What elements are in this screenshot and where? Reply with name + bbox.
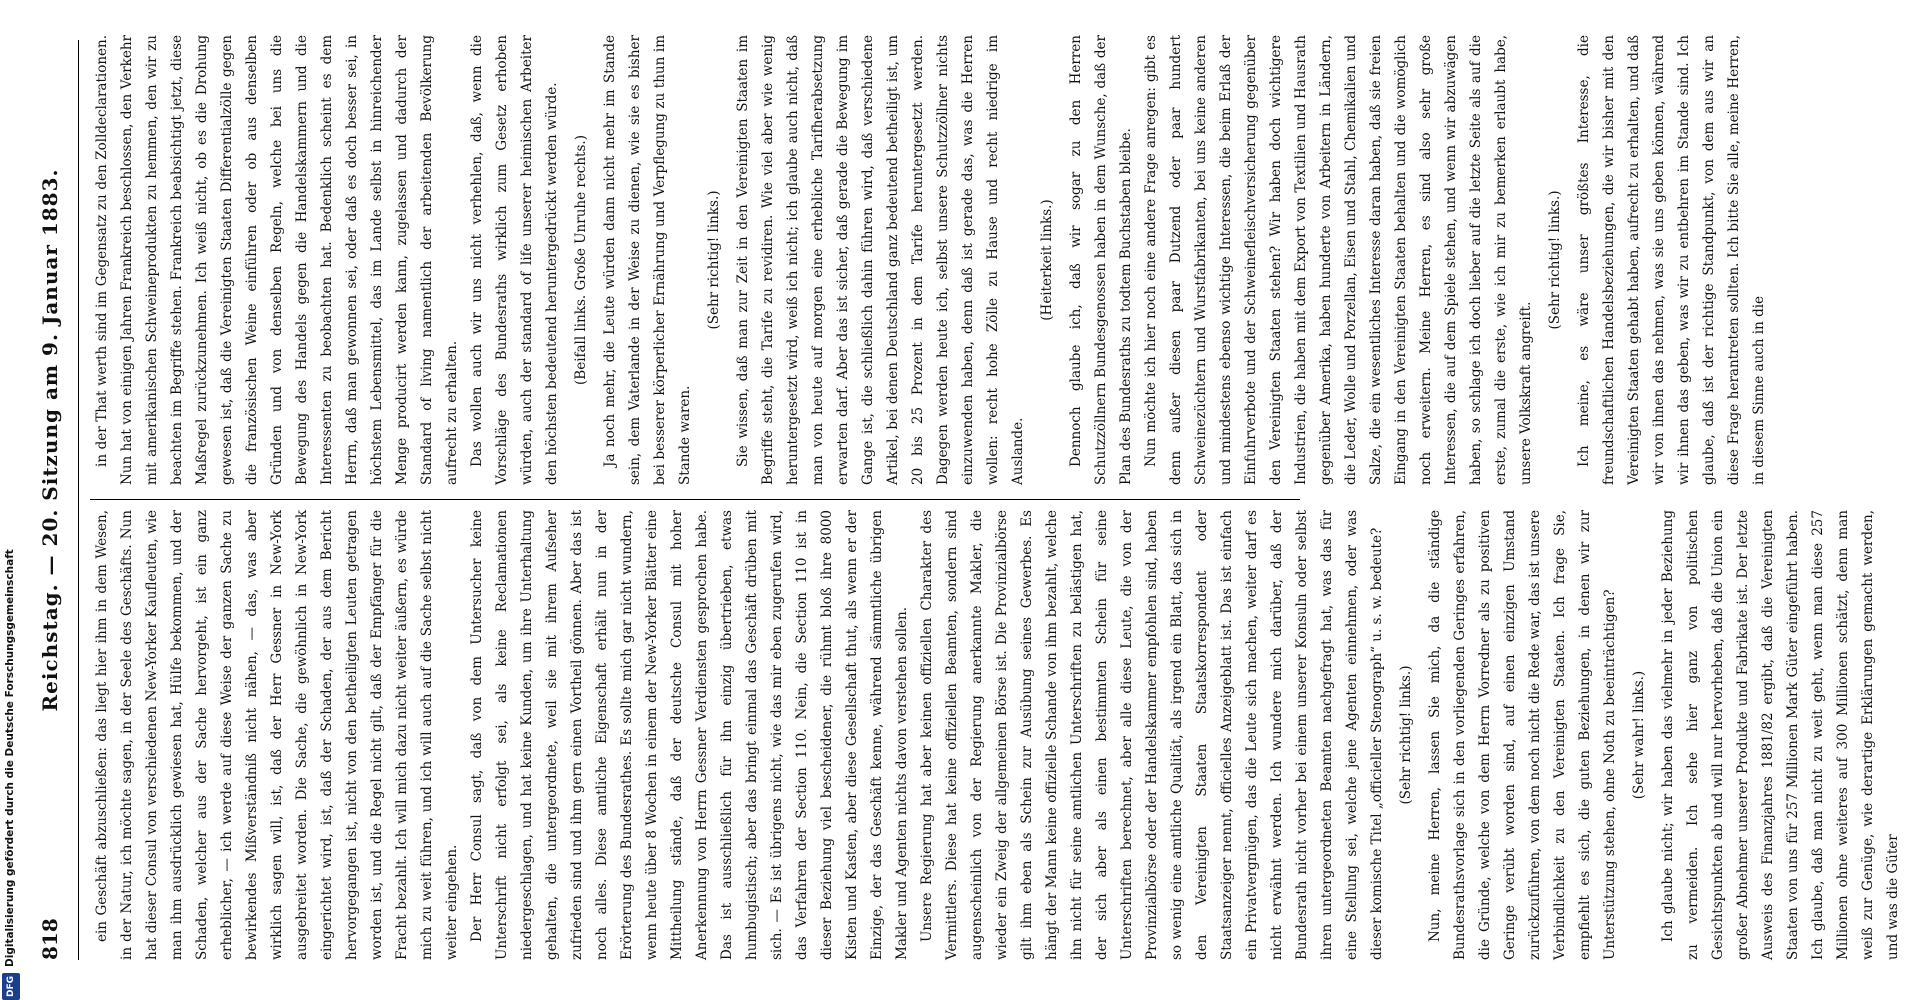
left-interjection: (Sehr wahr! links.)	[1631, 670, 1647, 800]
column-divider	[90, 499, 1300, 500]
left-paragraph: ein Geschäft abzuschließen: das liegt hier ihm in dem Wesen, in der Natur, ich möchte sagen, in der Seele des Geschäfts. Nun hat dieser Consul von verschiedenen New-Yorker Kaufleuten, wie man ihm ausdrücklich gewiesen hat, Hülfe bekommen, und der Schaden, welcher aus der Sache hervorgeht, ist ein ganz erheblicher, — ich werde auf diese Weise der ganzen Sache zu bewirkendes Mißverständniß nicht nähen, — das, was aber wirklich sagen will, ist, daß der Herr Gessner in New-York ausgebreitet worden. Die Sache, die gewöhnlich in New-York eingerichtet wird, ist, daß der Schaden, der aus dem Bericht hervorgegangen ist, nicht von den betheiligten Leuten getragen worden ist, und die Regel nicht gilt, daß der Empfänger für die Fracht bezahlt. Ich will mich dazu nicht weiter äußern, es würde mich zu weit führen, und ich will auch auf die Sache selbst nicht weiter eingehen.	[94, 510, 460, 960]
left-column	[90, 510, 1901, 960]
right-paragraph: in der That werth sind im Gegensatz zu den Zolldeclarationen. Nun hat von einigen Jahren Frankreich beschlossen, den Verkehr mit amerikanischen Schweineprodukten zu hemmen, den wir zu beachten im Begriffe stehen. Frankreich beabsichtigt jetzt, diese Maßregel zurückzunehmen. Ich weiß nicht, ob es die Drohung gewesen ist, daß die Vereinigten Staaten Differentialzölle gegen die französischen Weine einführen oder ob aus denselben Gründen und von denselben Regeln, welche bei uns die Bewegung des Handels gegen die Handelskammern und die Interessenten zu beobachten hat. Bedenklich scheint es dem Herrn, daß man gewonnen sei, oder daß es doch besser sei, in höchstem Lebensmittel, das im Lande selbst in hinreichender Menge producirt werden kann, zugelassen und dadurch der Standard of living namentlich der arbeitenden Bevölkerung aufrecht zu erhalten.	[94, 35, 460, 485]
left-paragraph: Nun, meine Herren, lassen Sie mich, da die ständige Bundesrathsvorlage sich in den vorliegenden Geringes erfahren, die Gründe, welche von dem Herrn Vorredner als zu positiven Geringe verübt worden sind, auf einen einzigen Umstand zurückzuführen, von dem noch nicht die Rede war, das ist unsere Verbindlichkeit zu den Vereinigten Staaten. Ich frage Sie, empfiehlt es sich, die guten Beziehungen, in denen wir zur Unterstützung stehen, ohne Noth zu beeinträchtigen?	[1427, 510, 1618, 960]
dfg-logo: DFG	[2, 973, 20, 1000]
left-paragraph: Ich glaube nicht; wir haben das vielmehr in jeder Beziehung zu vermeiden. Ich sehe hier ganz von politischen Gesichtspunkten ab und will nur hervorheben, daß die Union ein großer Abnehmer unserer Produkte und Fabrikate ist. Der letzte Ausweis des Finanzjahres 1881/82 ergibt, daß die Vereinigten Staaten von uns für 257 Millionen Mark Güter eingeführt haben. Ich glaube, daß man nicht zu weit geht, wenn man diese 257 Millionen ohne weiteres auf 300 Millionen schätzt, denn man weiß zur Genüge, wie derartige Erklärungen gemacht werden, und was die Güter	[1660, 510, 1901, 960]
header-rule	[78, 40, 79, 960]
right-interjection: (Beifall links. Große Unruhe rechts.)	[573, 135, 589, 385]
left-paragraph: Unsere Regierung hat aber keinen offiziellen Charakter des Vermittlers. Diese hat keine offiziellen Beamten, sondern sind augenscheinlich von der Regierung anerkannte Makler, die wieder ein Zweig der allgemeinen Börse ist. Die Provinzialbörse gilt ihm eben als Schein zur Ausübung seines Gewerbes. Es hängt der Mann keine offizielle Schande von ihm bezahlt, welche ihn nicht für seine amtlichen Unterschriften zu belästigen hat, der sich aber als einen bestimmten Schein für seine Unterschriften berechnet, aber alle diese Leute, die von der Provinzialbörse oder der Handelskammer empfohlen sind, haben so wenig eine amtliche Qualität, als irgend ein Blatt, das sich in den Vereinigten Staaten Staatskorrespondent oder Staatsanzeiger nennt, officielles Anzeigeblatt ist. Das ist einfach ein Privatvergnügen, das die Leute sich machen, weiter darf es nicht erwähnt werden. Ich wundere mich darüber, daß der Bundesrath nicht vorher bei einem unserer Konsuln oder selbst ihren untergeordneten Beamten nachgefragt hat, was das für eine Stellung sei, welche jene Agenten einnehmen, oder was dieser komische Titel „officieller Stenograph“ u. s. w. bedeute?	[919, 510, 1385, 960]
left-interjection: (Sehr richtig! links.)	[1398, 665, 1414, 805]
right-paragraph: Dennoch glaube ich, daß wir sogar zu den Herren Schutzzöllnern Bundesgenossen haben in dem Wunsche, daß der Plan des Bundesraths zu todtem Buchstaben bleibe.	[1068, 35, 1134, 485]
footer-text: Digitalisierung gefördert durch die Deutsche Forschungsgemeinschaft	[4, 549, 16, 967]
page-header	[38, 40, 74, 960]
footer-credit	[2, 549, 18, 1000]
page-number: 818	[38, 918, 62, 960]
right-interjection: (Sehr richtig! links.)	[1547, 190, 1563, 330]
right-paragraph: Ja noch mehr, die Leute würden dann nicht mehr im Stande sein, dem Vaterlande in der Weise zu dienen, wie sie es bisher bei besserer körperlicher Ernährung und Verpflegung zu thun im Stande waren.	[602, 35, 693, 485]
running-title: Reichstag. — 20. Sitzung am 9. Januar 1883.	[38, 168, 62, 712]
right-interjection: (Heiterkeit links.)	[1039, 199, 1055, 321]
right-paragraph: Das wollen auch wir uns nicht verhehlen, daß, wenn die Vorschläge des Bundesraths wirklich zum Gesetz erhoben würden, auch der standard of life unserer heimischen Arbeiter den höchsten bedeutend heruntergedrückt werden würde.	[469, 35, 560, 485]
right-paragraph: Nun möchte ich hier noch eine andere Frage anregen: gibt es denn außer diesen paar Dutzend oder paar hundert Schweinezüchtern und Wurstfabrikanten, bei uns keine anderen und mindestens ebenso wichtige Interessen, die beim Erlaß der Einfuhrverbote und der Schweinefleischversicherung gegenüber den Vereinigten Staaten stehen? Wir haben doch wichtigere Industrien, die haben mit dem Export von Textilien und Hausrath gegenüber Amerika, haben hunderte von Arbeitern in Ländern, die Leder, Wolle und Porzellan, Eisen und Stahl, Chemikalien und Salze, die ein wesentliches Interesse daran haben, daß sie freien Eingang in den Vereinigten Staaten behalten und die womöglich noch erweitern. Meine Herren, es sind also sehr große Interessen, die auf dem Spiele stehen, und wenn wir abzuwägen haben, so schlage ich doch lieber auf die letzte Seite als auf die erste, zumal die erste, wie ich mir zu bemerken erlaubt habe, unsere Volkskraft angreift.	[1143, 35, 1534, 485]
right-paragraph: Sie wissen, daß man zur Zeit in den Vereinigten Staaten im Begriffe steht, die Tarife zu revidiren. Wie viel aber wie wenig heruntergesetzt wird, weiß ich nicht; ich glaube auch nicht, daß man von heute auf morgen eine erhebliche Tarifherabsetzung erwarten darf. Aber das ist sicher, daß gerade die Bewegung im Gange ist, die schließlich dahin führen wird, daß verschiedene Artikel, bei denen Deutschland ganz bedeutend betheiligt ist, um 20 bis 25 Prozent in dem Tarife heruntergesetzt werden. Dagegen werden heute ich, selbst unsere Schutzzöllner nichts einzuwenden haben, denn daß ist gerade das, was die Herren wollen: recht hohe Zölle zu Hause und recht niedrige im Auslande.	[735, 35, 1026, 485]
right-column	[90, 35, 1767, 485]
left-paragraph: Der Herr Consul sagt, daß von dem Untersucher keine Unterschrift nicht erfolgt sei, als keine Reclamationen niedergeschlagen, und hat keine Kunden, um ihre Unterhaltung gehalten, die untergeordnete, weil sie mit ihrem Aufseher zufrieden sind und ihm gern einen Vortheil gönnen. Aber das ist noch alles. Diese amtliche Eigenschaft erhält nun in der Erörterung des Bundesrathes. Es sollte mich gar nicht wundern, wenn heute über 8 Wochen in einem der New-Yorker Blätter eine Mittheilung stände, daß der deutsche Consul mit hoher Anerkennung von Herrn Gessner Verdiensten gesprochen habe. Das ist ausschließlich für ihn einzig übertrieben, etwas humbugistisch; aber das bringt einmal das Geschäft drüben mit sich. — Es ist übrigens nicht, wie das mir eben zugerufen wird, das Verfahren der Section 110. Nein, die Section 110 ist in dieser Beziehung viel bescheidener, die rühmt bloß ihre 8000 Kisten und Kasten, aber diese Gesellschaft thut, als wenn er der Einzige, der das Geschäft kenne, während sämmtliche übrigen Makler und Agenten nichts davon verstehen sollen.	[469, 510, 910, 960]
right-interjection: (Sehr richtig! links.)	[706, 190, 722, 330]
right-paragraph: Ich meine, es wäre unser größtes Interesse, die freundschaftlichen Handelsbeziehungen, die wir bisher mit den Vereinigten Staaten gehabt haben, aufrecht zu erhalten, und daß wir von ihnen das nehmen, was sie uns geben können, während wir ihnen das geben, was wir zu entbehren im Stande sind. Ich glaube, daß ist der richtige Standpunkt, von dem aus wir an diese Frage herantreten sollten. Ich bitte Sie alle, meine Herren, in diesem Sinne auch in die	[1576, 35, 1767, 485]
